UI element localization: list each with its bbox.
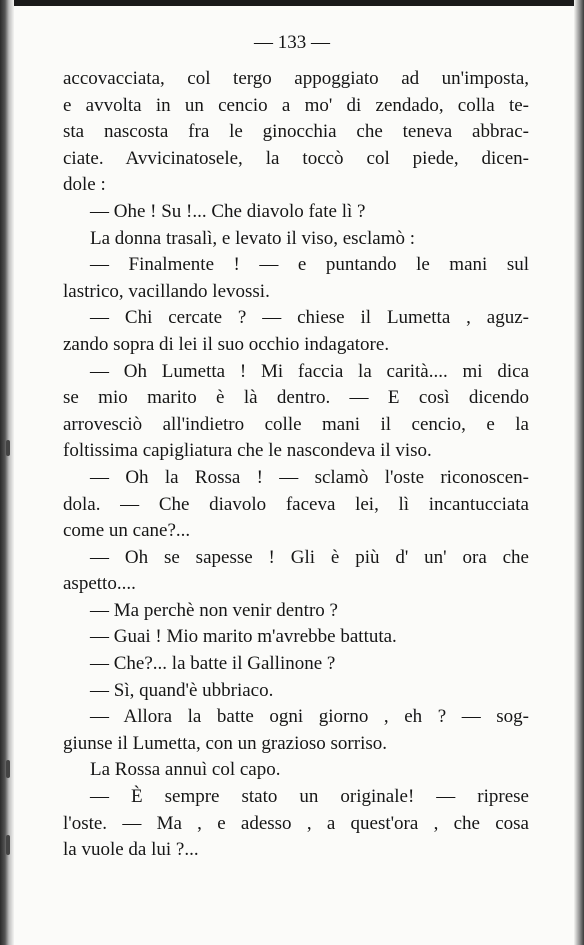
text-line: dole : [63, 174, 106, 196]
page-number: — 133 — [254, 32, 330, 53]
page-edge-shadow [574, 0, 584, 945]
text-line: dola. — Che diavolo faceva lei, lì incantucciata [63, 493, 529, 515]
text-line: — Oh Lumetta ! Mi faccia la carità.... mi dica [90, 360, 529, 382]
text-line: la vuole da lui ?... [63, 839, 199, 861]
margin-speck [6, 440, 10, 456]
text-line: sta nascosta fra le ginocchia che teneva abbrac- [63, 121, 529, 143]
text-line: lastrico, vacillando levossi. [63, 280, 270, 302]
text-line: — Ma perchè non venir dentro ? [90, 599, 338, 621]
text-line: arrovesciò all'indietro colle mani il cencio, e la [63, 413, 529, 435]
text-line: — Che?... la batte il Gallinone ? [90, 653, 336, 675]
text-line: — Allora la batte ogni giorno , eh ? — sog- [90, 706, 529, 728]
text-line: — Ohe ! Su !... Che diavolo fate lì ? [90, 200, 366, 222]
text-line: giunse il Lumetta, con un grazioso sorriso. [63, 732, 387, 754]
text-line: — Sì, quand'è ubbriaco. [90, 679, 274, 701]
text-line: — Chi cercate ? — chiese il Lumetta , aguz- [90, 307, 529, 329]
top-border [0, 0, 584, 6]
margin-speck [6, 760, 10, 778]
text-line: — Finalmente ! — e puntando le mani sul [90, 254, 529, 276]
text-line: — È sempre stato un originale! — riprese [90, 786, 529, 808]
text-line: foltissima capigliatura che le nascondeva il viso. [63, 440, 432, 462]
text-line: zando sopra di lei il suo occhio indagatore. [63, 333, 390, 355]
text-line: ciate. Avvicinatosele, la toccò col piede, dicen- [63, 147, 529, 169]
text-line: — Oh se sapesse ! Gli è più d' un' ora che [90, 546, 529, 568]
text-line: e avvolta in un cencio a mo' di zendado, colla te- [63, 94, 529, 116]
text-line: se mio marito è là dentro. — E così dicendo [63, 387, 529, 409]
text-line: come un cane?... [63, 520, 191, 542]
body-text [63, 66, 529, 864]
text-line: La Rossa annuì col capo. [90, 759, 281, 781]
text-line: accovacciata, col tergo appoggiato ad un'imposta, [63, 68, 529, 89]
text-line: — Oh la Rossa ! — sclamò l'oste riconoscen- [90, 466, 529, 488]
page-gutter-shadow [0, 0, 14, 945]
text-line: aspetto.... [63, 573, 136, 595]
text-line: — Guai ! Mio marito m'avrebbe battuta. [90, 626, 397, 648]
margin-speck [6, 835, 10, 855]
text-line: La donna trasalì, e levato il viso, esclamò : [90, 227, 416, 249]
text-line: l'oste. — Ma , e adesso , a quest'ora , che cosa [63, 812, 529, 834]
